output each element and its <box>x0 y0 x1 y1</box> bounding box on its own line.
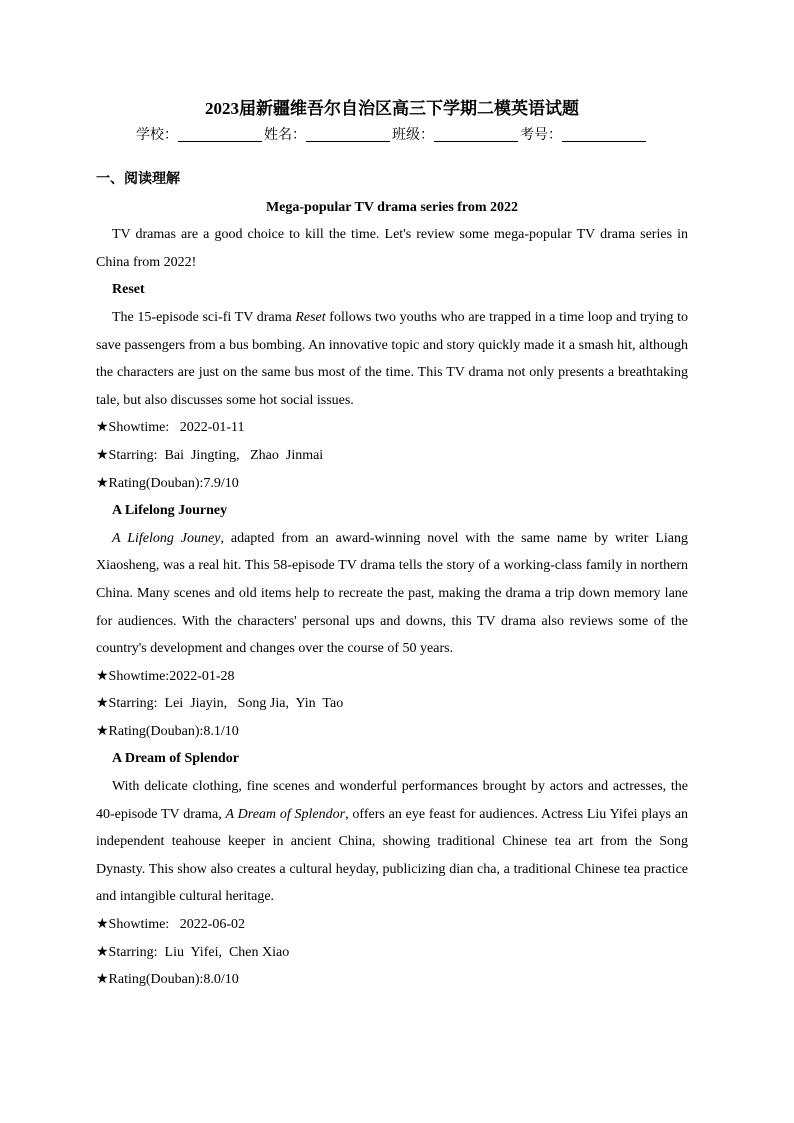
name-field <box>264 124 392 148</box>
document-page <box>96 96 688 994</box>
name-blank[interactable] <box>306 127 390 142</box>
rating-reset: ★Rating(Douban):7.9/10 <box>96 475 239 491</box>
starring-dream-of-splendor: ★Starring: Liu Yifei, Chen Xiao <box>96 944 290 960</box>
drama-name-italic: A Lifelong Jouney <box>112 530 221 546</box>
drama-description-dream-of-splendor <box>96 773 688 911</box>
drama-title-lifelong-journey: A Lifelong Journey <box>112 503 228 519</box>
class-label: 班级： <box>392 128 434 143</box>
drama-name-italic: A Dream of Splendor <box>225 806 346 822</box>
class-blank[interactable] <box>434 127 518 142</box>
school-blank[interactable] <box>178 127 262 142</box>
drama-description-lifelong-journey <box>96 525 688 663</box>
intro-paragraph: TV dramas are a good choice to kill the time. Let's review some mega-popular TV drama series in China from 2022! <box>96 227 688 270</box>
school-field <box>136 124 264 148</box>
school-label: 学校： <box>136 128 178 143</box>
exam-number-field <box>520 124 648 148</box>
starring-lifelong-journey: ★Starring: Lei Jiayin, Song Jia, Yin Tao <box>96 696 344 712</box>
description-text: The 15-episode sci-fi TV drama <box>112 309 296 325</box>
drama-title-dream-of-splendor: A Dream of Splendor <box>112 751 239 767</box>
class-field <box>392 124 520 148</box>
description-text: With delicate clothing, fine scenes and wonderful performances brought by actors and actresses, the 40-episode TV drama, <box>96 779 688 822</box>
exam-number-blank[interactable] <box>562 127 646 142</box>
showtime-reset: ★Showtime: 2022-01-11 <box>96 420 245 436</box>
showtime-lifelong-journey: ★Showtime:2022-01-28 <box>96 668 235 684</box>
drama-title-reset: Reset <box>112 282 145 298</box>
article-title: Mega-popular TV drama series from 2022 <box>265 199 519 215</box>
exam-number-label: 考号： <box>520 128 562 143</box>
description-text: , adapted from an award-winning novel with the same name by writer Liang Xiaosheng, was a real hit. This 58-episode TV drama tells the story of a working-class family in northern China. Many scenes and old items help to recreate the past, making the drama a trip down memory lane for audiences. With the characters' personal ups and downs, this TV drama also reviews some of the country's development and changes over the course of 50 years. <box>96 530 688 657</box>
drama-description-reset <box>96 304 688 414</box>
student-info-line <box>96 124 688 148</box>
rating-lifelong-journey: ★Rating(Douban):8.1/10 <box>96 723 239 739</box>
showtime-dream-of-splendor: ★Showtime: 2022-06-02 <box>96 917 246 933</box>
starring-reset: ★Starring: Bai Jingting, Zhao Jinmai <box>96 447 324 463</box>
description-text: , offers an eye feast for audiences. Actress Liu Yifei plays an independent teahouse keeper in ancient China, showing traditional Chinese tea art from the Song Dynasty. This show also creates a cultural heyday, publicizing dian cha, a traditional Chinese tea practice and intangible cultural heritage. <box>96 806 688 905</box>
drama-name-italic: Reset <box>295 309 326 325</box>
exam-title: 2023届新疆维吾尔自治区高三下学期二模英语试题 <box>205 99 579 118</box>
section-heading: 一、阅读理解 <box>96 172 180 187</box>
name-label: 姓名： <box>264 128 306 143</box>
rating-dream-of-splendor: ★Rating(Douban):8.0/10 <box>96 972 239 988</box>
description-text: follows two youths who are trapped in a time loop and trying to save passengers from a bus bombing. An innovative topic and story quickly made it a smash hit, although the characters are just on the same bus most of the time. This TV drama not only presents a breathtaking tale, but also discusses some hot social issues. <box>96 309 688 408</box>
